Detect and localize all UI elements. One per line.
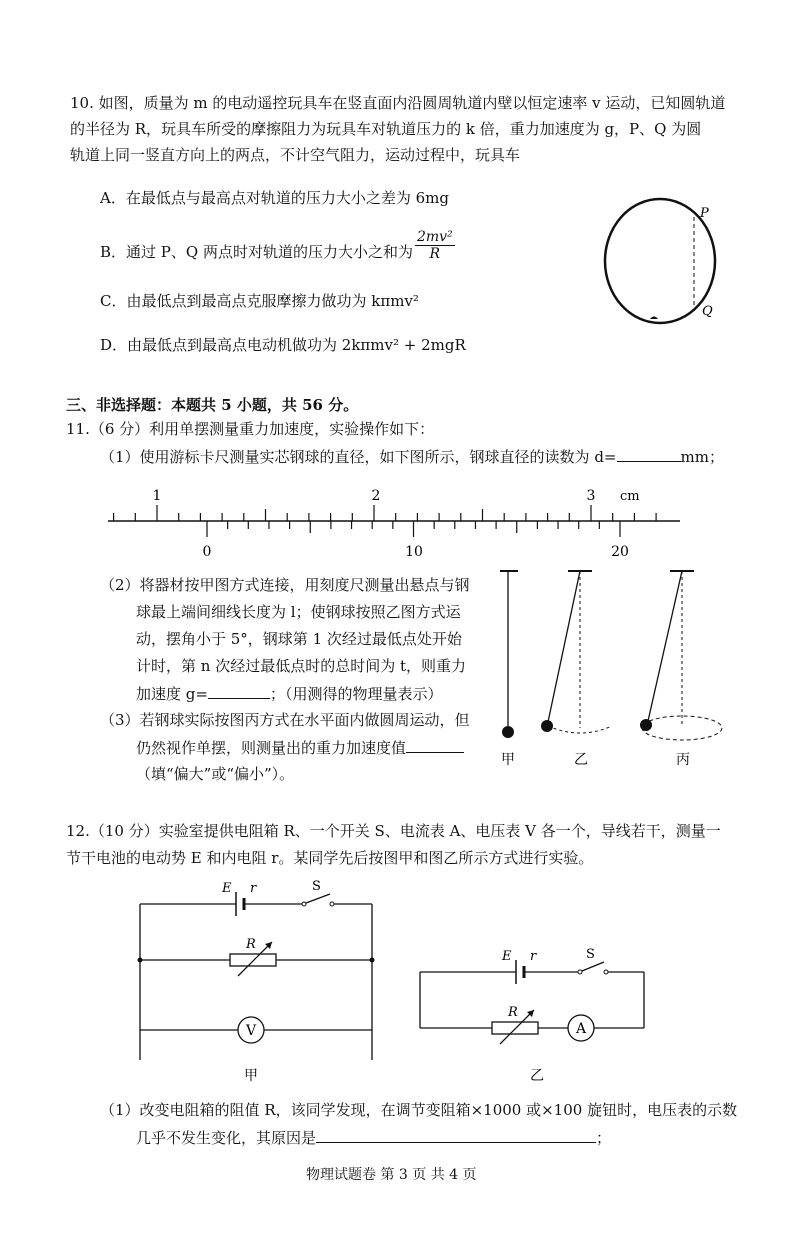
q10-circular-track-figure <box>600 195 730 335</box>
jia-label-r-box: R <box>246 937 256 952</box>
q11-part2-line1: （2）将器材按甲图方式连接，用刻度尺测量出悬点与钢 <box>100 576 470 594</box>
yi-switch-contact-2 <box>604 970 608 974</box>
diameter-answer-blank[interactable] <box>617 447 681 462</box>
jia-voltmeter-label: V <box>245 1023 257 1039</box>
yi-label-r-box: R <box>508 1005 518 1020</box>
q11-part3-line2-text: 仍然视作单摆，则测量出的重力加速度值 <box>136 739 407 757</box>
page-footer: 物理试题卷 第 3 页 共 4 页 <box>306 1167 477 1183</box>
q10-line2: 的半径为 R，玩具车所受的摩擦阻力为玩具车对轨道压力的 k 倍，重力加速度为 g，P、Q 为圆 <box>70 120 702 138</box>
vernier-label-0: 0 <box>202 544 212 560</box>
pendulum-figures <box>488 568 718 773</box>
jia-switch-contact-2 <box>330 902 334 906</box>
fig-label-bing: 丙 <box>676 752 690 768</box>
vernier-label-10: 10 <box>405 544 423 560</box>
q10-option-b-text: B．通过 P、Q 两点时对轨道的压力大小之和为 <box>100 243 413 261</box>
q11-part2-line5-b: ；（用测得的物理量表示） <box>269 685 443 703</box>
vernier-label-20: 20 <box>611 544 629 560</box>
circular-track <box>605 199 715 323</box>
q10-option-b <box>100 228 457 262</box>
q11-part2-line3: 动，摆角小于 5°，钢球第 1 次经过最低点处开始 <box>136 630 462 648</box>
jia-switch-lever <box>306 894 330 903</box>
q11-part2-line4: 计时，第 n 次经过最低点时的总时间为 t，则重力 <box>136 657 466 675</box>
q11-part1-unit: mm； <box>680 448 724 466</box>
pendulum-c-string <box>648 571 682 721</box>
q11-part2-line5 <box>136 684 442 703</box>
yi-switch-lever <box>582 962 604 971</box>
pendulum-c-circle-path <box>642 716 722 740</box>
q10-option-d: D．由最低点到最高点电动机做功为 2kπmv² + 2mgR <box>100 336 466 354</box>
yi-switch-contact-1 <box>578 970 582 974</box>
q12-part1-line2 <box>136 1128 611 1147</box>
fig-label-circuit-yi: 乙 <box>530 1068 544 1084</box>
q11-intro: 11.（6 分）利用单摆测量重力加速度，实验操作如下： <box>66 420 435 438</box>
jia-switch-contact-1 <box>302 902 306 906</box>
circuit-jia-figure <box>138 880 378 1085</box>
q10-option-b-fraction <box>415 229 455 262</box>
pendulum-b-ball <box>541 720 553 732</box>
q12-part1-line2-text: 几乎不发生变化，其原因是 <box>136 1129 317 1147</box>
q10-line3: 轨道上同一竖直方向上的两点，不计空气阻力，运动过程中，玩具车 <box>70 146 521 164</box>
q10-option-b-numerator: 2mv² <box>416 228 453 245</box>
pendulum-b-string <box>548 571 580 722</box>
main-label-1: 1 <box>152 488 162 504</box>
vernier-scale-ticks <box>207 521 620 537</box>
main-label-3: 3 <box>586 488 596 504</box>
jia-label-s: S <box>312 879 321 894</box>
jia-junction-left <box>138 958 143 963</box>
q12-line2: 节干电池的电动势 E 和内电阻 r。某同学先后按图甲和图乙所示方式进行实验。 <box>66 849 594 867</box>
main-unit-cm: cm <box>620 489 640 504</box>
main-label-2: 2 <box>371 488 381 504</box>
q10-line1: 10. 如图，质量为 m 的电动遥控玩具车在竖直面内沿圆周轨道内壁以恒定速率 v 运动，已知圆轨道 <box>70 94 726 112</box>
q11-part3-line1: （3）若钢球实际按图丙方式在水平面内做圆周运动，但 <box>100 711 470 729</box>
label-p: P <box>700 206 709 221</box>
fig-label-jia: 甲 <box>501 752 515 768</box>
yi-label-e: E <box>502 949 512 964</box>
q10-option-b-denominator: R <box>429 245 441 262</box>
fig-label-circuit-jia: 甲 <box>244 1068 258 1084</box>
gravity-answer-blank[interactable] <box>208 684 270 699</box>
toy-car-icon <box>650 317 658 320</box>
yi-resistor-box <box>492 1022 538 1034</box>
q11-part1 <box>100 447 724 466</box>
jia-junction-right <box>370 958 375 963</box>
pendulum-a-ball <box>502 726 514 738</box>
label-q: Q <box>702 304 713 319</box>
q11-part2-line5-a: 加速度 g= <box>136 685 208 703</box>
q12-part1-line1: （1）改变电阻箱的阻值 R，该同学发现，在调节变阻箱×1000 或×100 旋钮时，电压表的示数 <box>100 1101 738 1119</box>
q11-part1-text: （1）使用游标卡尺测量实芯钢球的直径，如下图所示，钢球直径的读数为 d= <box>100 448 617 466</box>
q10-option-c: C．由最低点到最高点克服摩擦力做功为 kπmv² <box>100 292 419 310</box>
yi-label-s: S <box>586 947 595 962</box>
q12-part1-end: ； <box>596 1129 612 1147</box>
pendulum-c-ball <box>640 719 652 731</box>
q11-part3-line3: （填“偏大”或“偏小”）。 <box>136 765 295 783</box>
q11-part3-line2 <box>136 738 464 757</box>
jia-label-e: E <box>222 881 232 896</box>
vernier-caliper-figure <box>100 478 690 563</box>
jia-label-r: r <box>250 881 257 896</box>
main-scale-ticks <box>114 505 657 521</box>
section3-heading: 三、非选择题：本题共 5 小题，共 56 分。 <box>66 396 359 414</box>
q12-line1: 12.（10 分）实验室提供电阻箱 R、一个开关 S、电流表 A、电压表 V 各一个，导线若干，测量一 <box>66 822 721 840</box>
reason-answer-blank[interactable] <box>316 1128 596 1143</box>
deviation-answer-blank[interactable] <box>406 738 464 753</box>
jia-resistor-box <box>230 954 276 966</box>
yi-label-r: r <box>530 949 537 964</box>
circuit-yi-figure <box>418 948 650 1088</box>
yi-ammeter-label: A <box>575 1021 587 1037</box>
fig-label-yi: 乙 <box>574 752 588 768</box>
q10-option-a: A．在最低点与最高点对轨道的压力大小之差为 6mg <box>100 189 449 207</box>
q11-part2-line2: 球最上端间细线长度为 l；使钢球按照乙图方式运 <box>136 603 461 621</box>
